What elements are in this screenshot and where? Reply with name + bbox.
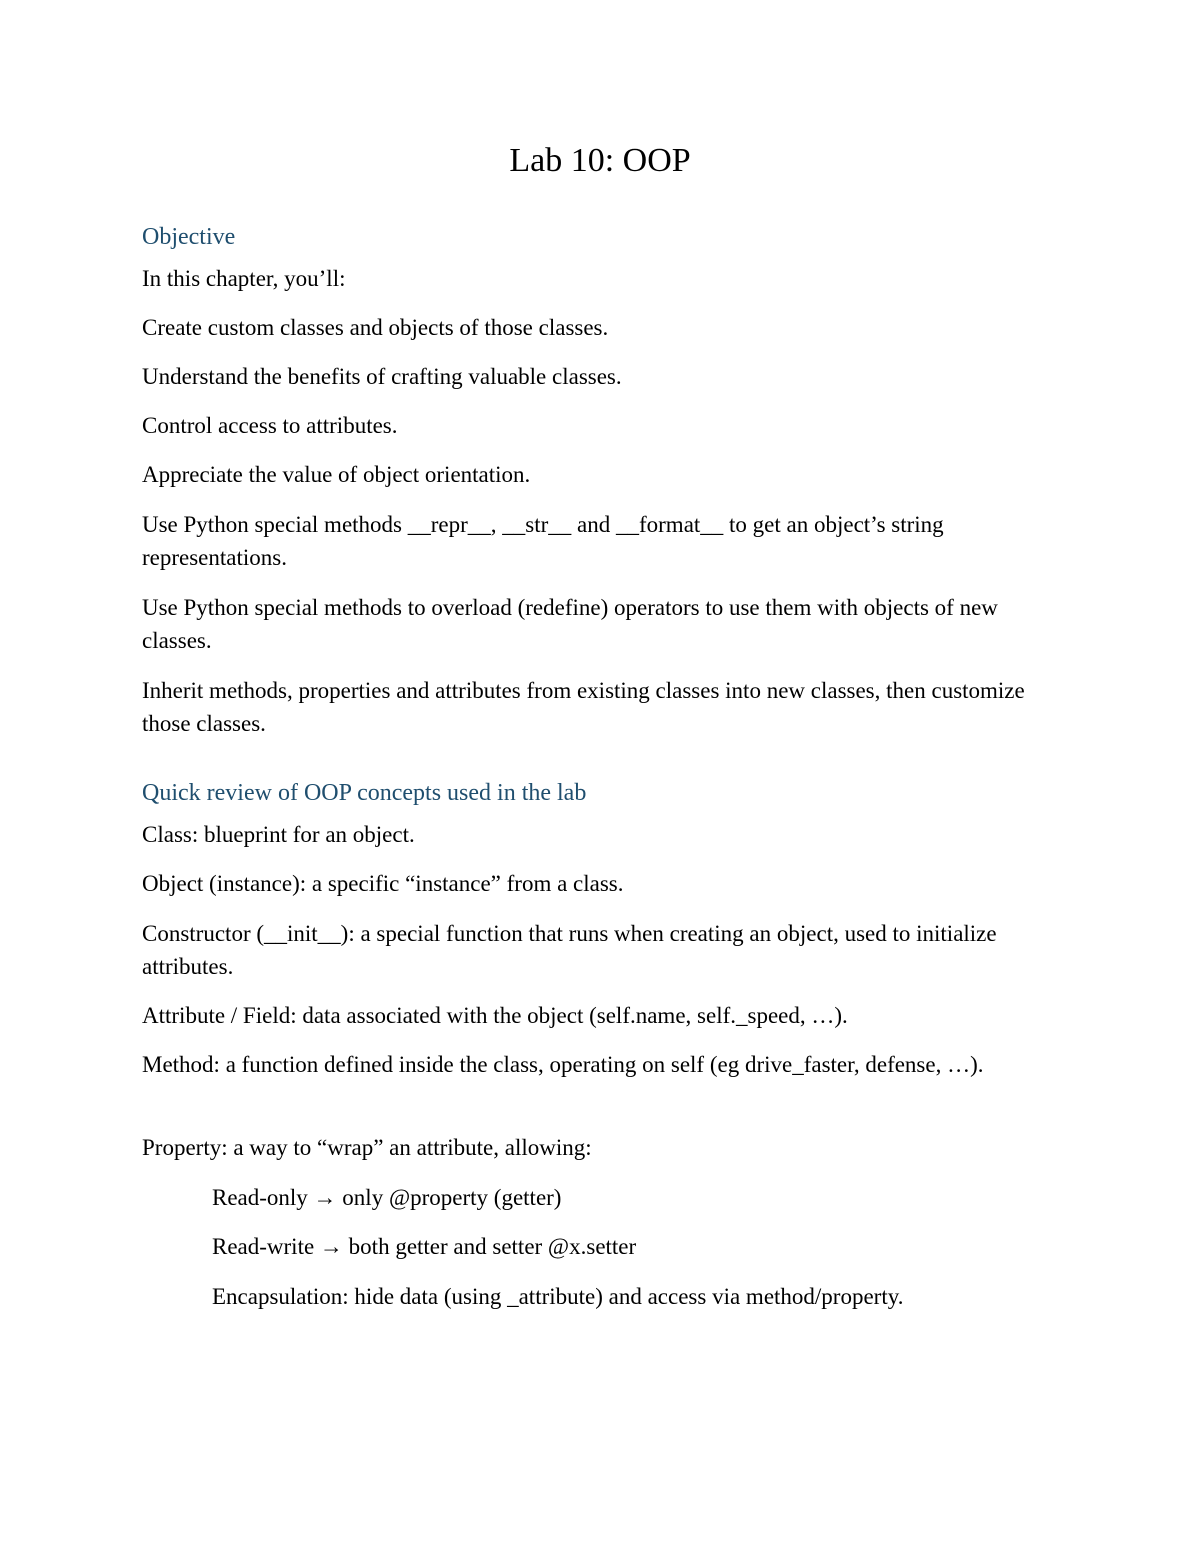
objective-item: Control access to attributes. <box>142 413 398 438</box>
review-item: Method: a function defined inside the class, operating on self (eg drive_faster, defense, …). <box>142 1052 984 1077</box>
review-item: Class: blueprint for an object. <box>142 822 415 847</box>
objective-item: Inherit methods, properties and attributes from existing classes into new classes, then customize those classes. <box>142 678 1025 736</box>
objective-item: Understand the benefits of crafting valuable classes. <box>142 364 622 389</box>
property-item: Encapsulation: hide data (using _attribute) and access via method/property. <box>212 1284 904 1309</box>
objective-item: Use Python special methods __repr__, __str__ and __format__ to get an object’s string representations. <box>142 512 944 570</box>
property-item: Read-only → only @property (getter) <box>212 1185 562 1210</box>
objective-heading: Objective <box>142 224 236 250</box>
objective-item: Appreciate the value of object orientation. <box>142 462 531 487</box>
objective-item: Create custom classes and objects of those classes. <box>142 315 609 340</box>
review-item: Attribute / Field: data associated with the object (self.name, self._speed, …). <box>142 1003 848 1028</box>
objective-item: Use Python special methods to overload (redefine) operators to use them with objects of new classes. <box>142 595 998 653</box>
property-item: Read-write → both getter and setter @x.setter <box>212 1234 637 1259</box>
objective-intro: In this chapter, you’ll: <box>142 266 346 291</box>
review-item: Property: a way to “wrap” an attribute, allowing: <box>142 1135 592 1160</box>
review-heading: Quick review of OOP concepts used in the lab <box>142 780 587 806</box>
page-title: Lab 10: OOP <box>509 142 691 179</box>
review-item: Constructor (__init__): a special function that runs when creating an object, used to initialize attributes. <box>142 921 997 979</box>
review-item: Object (instance): a specific “instance” from a class. <box>142 871 624 896</box>
